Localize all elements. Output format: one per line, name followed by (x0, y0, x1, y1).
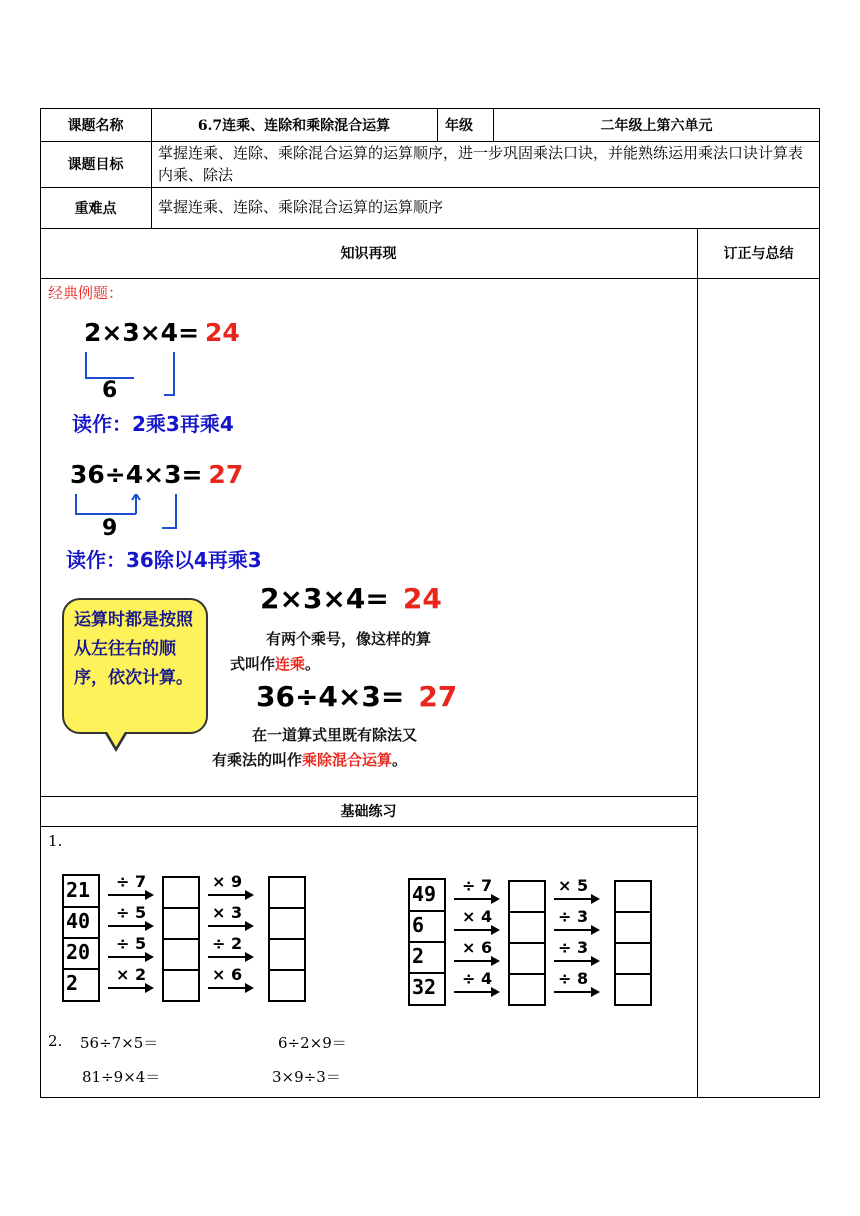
topic-value: 6.7连乘、连除和乘除混合运算 (197, 117, 391, 134)
right-grid-operation-2: × 5 (558, 876, 589, 895)
summary-title: 订正与总结 (723, 246, 794, 262)
question-2-number: 2. (48, 1032, 63, 1050)
key-label: 重难点 (74, 200, 117, 217)
left-grid-answer-box[interactable] (162, 969, 200, 1002)
right-grid-arrow-icon (554, 929, 598, 931)
left-grid-arrow-icon (208, 894, 252, 896)
left-grid-operation-2: × 6 (212, 965, 243, 984)
problem-2: 6÷2×9＝ (278, 1034, 347, 1052)
goal-value: 掌握连乘、连除、乘除混合运算的运算顺序，进一步巩固乘法口诀，并能熟练运用乘法口诀计算表内乘、除法 (158, 144, 804, 184)
read-as-1: 读作：2乘3再乘4 (72, 412, 234, 436)
example-answer-2: 27 (208, 460, 244, 489)
left-grid-arrow-icon (208, 925, 252, 927)
topic-label: 课题名称 (67, 117, 124, 134)
left-grid-start-number: 20 (66, 940, 91, 964)
knowledge-title: 知识再现 (340, 246, 397, 262)
left-grid-answer-box[interactable] (268, 969, 306, 1002)
right-grid-arrow-icon (454, 898, 498, 900)
big-equation-1: 2×3×4= 24 (260, 582, 442, 615)
left-grid-answer-box[interactable] (162, 938, 200, 971)
example-answer-1: 24 (205, 318, 240, 347)
left-grid-arrow-icon (108, 956, 152, 958)
right-grid-start-number: 2 (412, 944, 425, 968)
left-grid-operation-2: × 3 (212, 903, 243, 922)
right-grid-answer-box[interactable] (614, 942, 652, 975)
right-grid-operation-1: × 6 (462, 938, 493, 957)
right-grid-arrow-icon (454, 960, 498, 962)
question-1-number: 1. (48, 832, 63, 850)
note-2: 在一道算式里既有除法又 有乘法的叫作乘除混合运算。 (212, 726, 418, 769)
grade-value: 二年级上第六单元 (600, 117, 713, 134)
left-grid-arrow-icon (108, 925, 152, 927)
left-grid-operation-1: ÷ 5 (116, 903, 147, 922)
problem-1: 56÷7×5＝ (80, 1034, 159, 1052)
left-grid-answer-box[interactable] (162, 876, 200, 909)
goal-label: 课题目标 (67, 157, 124, 173)
tip-bubble: 运算时都是按照从左往右的顺序，依次计算。 (62, 598, 208, 734)
left-grid-start-number: 40 (66, 909, 91, 933)
right-grid-operation-1: × 4 (462, 907, 493, 926)
left-grid-start-number: 2 (66, 971, 79, 995)
right-grid-arrow-icon (554, 898, 598, 900)
partial-result-2: 9 (102, 516, 118, 541)
left-grid-answer-box[interactable] (268, 938, 306, 971)
example-label: 经典例题： (48, 284, 124, 302)
grade-label: 年级 (445, 117, 473, 134)
right-grid-answer-box[interactable] (508, 973, 546, 1006)
key-value: 掌握连乘、连除、乘除混合运算的运算顺序 (158, 198, 444, 216)
left-grid-operation-1: ÷ 7 (116, 872, 147, 891)
right-grid-operation-1: ÷ 7 (462, 876, 493, 895)
right-grid-start-number: 6 (412, 913, 425, 937)
left-grid-operation-1: ÷ 5 (116, 934, 147, 953)
right-grid-answer-box[interactable] (614, 880, 652, 913)
left-grid-answer-box[interactable] (162, 907, 200, 940)
practice-title: 基础练习 (340, 804, 397, 820)
right-grid-answer-box[interactable] (508, 942, 546, 975)
big-equation-2: 36÷4×3= 27 (256, 680, 458, 713)
right-grid-operation-1: ÷ 4 (462, 969, 493, 988)
partial-result-1: 6 (102, 378, 118, 403)
right-grid-answer-box[interactable] (614, 911, 652, 944)
left-grid-arrow-icon (108, 894, 152, 896)
left-grid-operation-2: × 9 (212, 872, 243, 891)
right-grid-operation-2: ÷ 8 (558, 969, 589, 988)
note-1: 有两个乘号，像这样的算 式叫作连乘。 (230, 630, 432, 673)
right-grid-operation-2: ÷ 3 (558, 938, 589, 957)
left-grid-arrow-icon (208, 987, 252, 989)
right-grid-arrow-icon (454, 991, 498, 993)
left-grid-operation-1: × 2 (116, 965, 147, 984)
bracket-2 (70, 494, 190, 536)
problem-4: 3×9÷3＝ (272, 1068, 341, 1086)
right-grid-answer-box[interactable] (508, 880, 546, 913)
right-grid-answer-box[interactable] (508, 911, 546, 944)
right-grid-start-number: 49 (412, 882, 437, 906)
left-grid-arrow-icon (208, 956, 252, 958)
left-grid-operation-2: ÷ 2 (212, 934, 243, 953)
left-grid-arrow-icon (108, 987, 152, 989)
left-grid-start-number: 21 (66, 878, 91, 902)
example-equation-2: 36÷4×3= 27 (70, 460, 244, 489)
left-grid-answer-box[interactable] (268, 876, 306, 909)
right-grid-arrow-icon (454, 929, 498, 931)
read-as-2: 读作：36除以4再乘3 (66, 548, 262, 572)
example-equation-1: 2×3×4= 24 (84, 318, 240, 347)
left-grid-answer-box[interactable] (268, 907, 306, 940)
lesson-table (40, 108, 820, 1098)
right-grid-start-number: 32 (412, 975, 437, 999)
bracket-1 (80, 352, 190, 398)
right-grid-arrow-icon (554, 960, 598, 962)
right-grid-answer-box[interactable] (614, 973, 652, 1006)
problem-3: 81÷9×4＝ (82, 1068, 161, 1086)
right-grid-arrow-icon (554, 991, 598, 993)
right-grid-operation-2: ÷ 3 (558, 907, 589, 926)
